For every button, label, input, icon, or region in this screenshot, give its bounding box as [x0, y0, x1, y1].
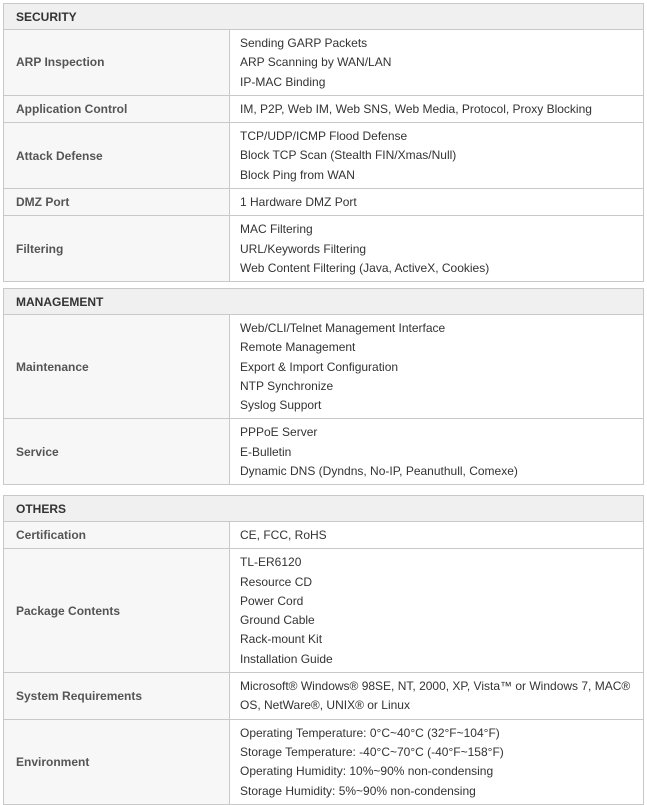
spec-row-environment [4, 719, 643, 804]
spec-row-service [4, 418, 643, 484]
spec-row-maintenance [4, 315, 643, 418]
row-label: System Requirements [4, 673, 230, 719]
row-label: Environment [4, 720, 230, 804]
row-label: DMZ Port [4, 189, 230, 215]
value-line: Block Ping from WAN [240, 167, 355, 182]
others-section [3, 495, 644, 805]
row-values [230, 216, 643, 281]
value-line: Operating Humidity: 10%~90% non-condensing [240, 764, 494, 779]
value-line: CE, FCC, RoHS [240, 528, 327, 542]
row-values [230, 30, 643, 95]
value-line: Storage Humidity: 5%~90% non-condensing [240, 783, 476, 798]
row-values [230, 549, 643, 672]
value-line: Installation Guide [240, 651, 333, 666]
value-line: NTP Synchronize [240, 378, 334, 393]
spec-row-attack-defense [4, 122, 643, 188]
value-line: Dynamic DNS (Dyndns, No-IP, Peanuthull, Comexe) [240, 464, 518, 479]
spec-row-arp-inspection [4, 30, 643, 95]
value-line: Ground Cable [240, 613, 315, 628]
spec-row-dmz-port [4, 188, 643, 215]
value-line: E-Bulletin [240, 444, 292, 459]
row-values [230, 189, 643, 215]
row-label: Attack Defense [4, 123, 230, 188]
row-values [230, 123, 643, 188]
spec-row-package-contents [4, 548, 643, 672]
row-values [230, 96, 643, 122]
value-line: Power Cord [240, 593, 304, 608]
value-line: Operating Temperature: 0°C~40°C (32°F~104°F) [240, 725, 500, 740]
row-label: Service [4, 419, 230, 484]
row-values [230, 522, 643, 548]
spec-row-application-control [4, 95, 643, 122]
spec-row-certification [4, 522, 643, 548]
value-line: IM, P2P, Web IM, Web SNS, Web Media, Protocol, Proxy Blocking [240, 101, 592, 116]
row-values [230, 315, 643, 418]
value-line: Syslog Support [240, 398, 322, 413]
value-line: Sending GARP Packets [240, 36, 368, 50]
value-line: PPPoE Server [240, 425, 318, 440]
value-line: MAC Filtering [240, 222, 313, 237]
row-label: Certification [4, 522, 230, 548]
row-label: Maintenance [4, 315, 230, 418]
section-title: SECURITY [4, 4, 643, 30]
row-label: Application Control [4, 96, 230, 122]
value-line: Storage Temperature: -40°C~70°C (-40°F~158°F) [240, 744, 504, 759]
value-line: Web Content Filtering (Java, ActiveX, Cookies) [240, 260, 490, 275]
row-values [230, 419, 643, 484]
section-title: OTHERS [4, 496, 643, 522]
security-section [3, 3, 644, 282]
spec-row-filtering [4, 215, 643, 281]
value-line: TL-ER6120 [240, 555, 302, 570]
value-line: 1 Hardware DMZ Port [240, 195, 357, 210]
value-line: ARP Scanning by WAN/LAN [240, 55, 392, 70]
spec-row-system-requirements [4, 672, 643, 719]
value-line: Export & Import Configuration [240, 359, 399, 374]
value-line: IP-MAC Binding [240, 74, 326, 89]
value-line: Rack-mount Kit [240, 632, 323, 647]
value-line: Block TCP Scan (Stealth FIN/Xmas/Null) [240, 148, 457, 163]
row-label: Filtering [4, 216, 230, 281]
management-section [3, 288, 644, 485]
section-title: MANAGEMENT [4, 289, 643, 315]
value-line: Web/CLI/Telnet Management Interface [240, 321, 446, 335]
value-line: URL/Keywords Filtering [240, 241, 367, 256]
row-values [230, 673, 643, 719]
value-line: Resource CD [240, 574, 313, 589]
value-line: TCP/UDP/ICMP Flood Defense [240, 129, 408, 144]
value-line: Remote Management [240, 340, 356, 355]
row-values [230, 720, 643, 804]
value-line: Microsoft® Windows® 98SE, NT, 2000, XP, Vista™ or Windows 7, MAC® OS, NetWare®, UNIX® or Linux [240, 679, 631, 713]
row-label: ARP Inspection [4, 30, 230, 95]
row-label: Package Contents [4, 549, 230, 672]
